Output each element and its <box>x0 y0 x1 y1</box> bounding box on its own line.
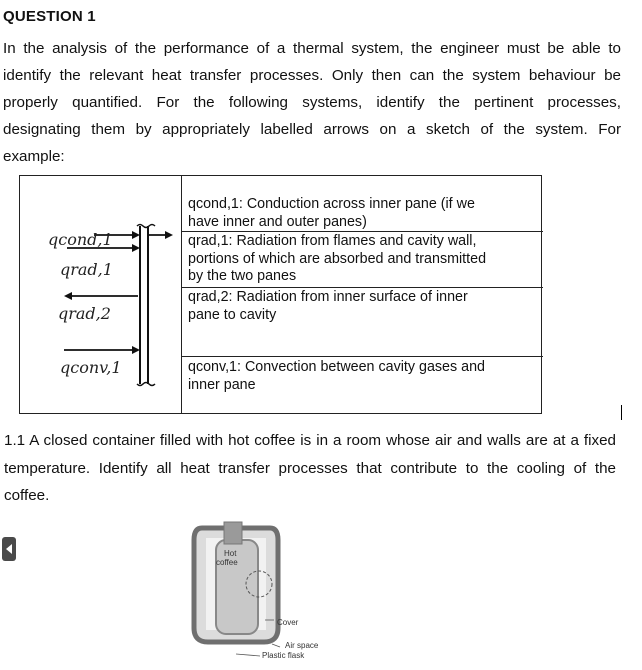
desc-qrad1 <box>188 233 538 286</box>
desc-line: qrad,1: Radiation from flames and cavity wall, <box>188 233 477 249</box>
label-air-space: Air space <box>285 641 319 650</box>
desc-qconv1 <box>188 359 538 394</box>
intro-line-5: example: <box>3 148 65 165</box>
desc-qrad2 <box>188 289 538 324</box>
intro-line-4: designating them by appropriately labelled arrows on a sketch of the system. For <box>3 121 621 138</box>
subquestion-line-1: 1.1 A closed container filled with hot coffee is in a room whose air and walls are at a fixed <box>4 432 616 449</box>
desc-line: have inner and outer panes) <box>188 213 367 230</box>
example-table <box>19 175 542 414</box>
desc-line: qcond,1: Conduction across inner pane (if we <box>188 196 475 212</box>
desc-line: qconv,1: Convection between cavity gases and <box>188 359 485 375</box>
intro-line-2: identify the relevant heat transfer processes. Only then can the system behaviour be <box>3 67 621 84</box>
label-cover: Cover <box>277 618 299 627</box>
cover <box>224 522 242 544</box>
arrow-qrad2 <box>64 292 138 300</box>
label-qrad1: qrad,1 <box>60 260 113 279</box>
scroll-left-button[interactable] <box>2 537 16 561</box>
label-qconv1: qconv,1 <box>60 358 122 377</box>
desc-qcond1 <box>188 196 538 231</box>
text-cursor <box>621 405 622 420</box>
caret-left-icon <box>5 544 13 554</box>
inner-container <box>216 540 258 634</box>
desc-line: by the two panes <box>188 268 297 284</box>
label-plastic-flask: Plastic flask <box>262 651 305 660</box>
desc-line: qrad,2: Radiation from inner surface of inner <box>188 289 468 305</box>
arrow-qconv1 <box>64 346 140 354</box>
label-qrad2: qrad,2 <box>58 304 111 323</box>
desc-line: pane to cavity <box>188 306 277 323</box>
subquestion-line-3: coffee. <box>4 487 50 504</box>
intro-line-3: properly quantified. For the following systems, identify the pertinent processes, <box>3 94 621 111</box>
table-column-divider <box>181 176 182 413</box>
desc-line: inner pane <box>188 376 256 393</box>
label-coffee: coffee <box>216 558 238 567</box>
intro-line-1: In the analysis of the performance of a thermal system, the engineer must be able to <box>3 40 621 57</box>
table-row-divider <box>181 231 543 232</box>
label-qcond1: qcond,1 <box>48 230 113 249</box>
question-title: QUESTION 1 <box>3 8 96 25</box>
table-row-divider <box>181 356 543 357</box>
label-hot: Hot <box>224 549 237 558</box>
coffee-flask-figure <box>180 518 350 666</box>
window-sketch <box>20 176 180 413</box>
desc-line: portions of which are absorbed and transmitted <box>188 250 487 267</box>
table-row-divider <box>181 287 543 288</box>
subquestion-line-2: temperature. Identify all heat transfer processes that contribute to the cooling of the <box>4 460 616 477</box>
